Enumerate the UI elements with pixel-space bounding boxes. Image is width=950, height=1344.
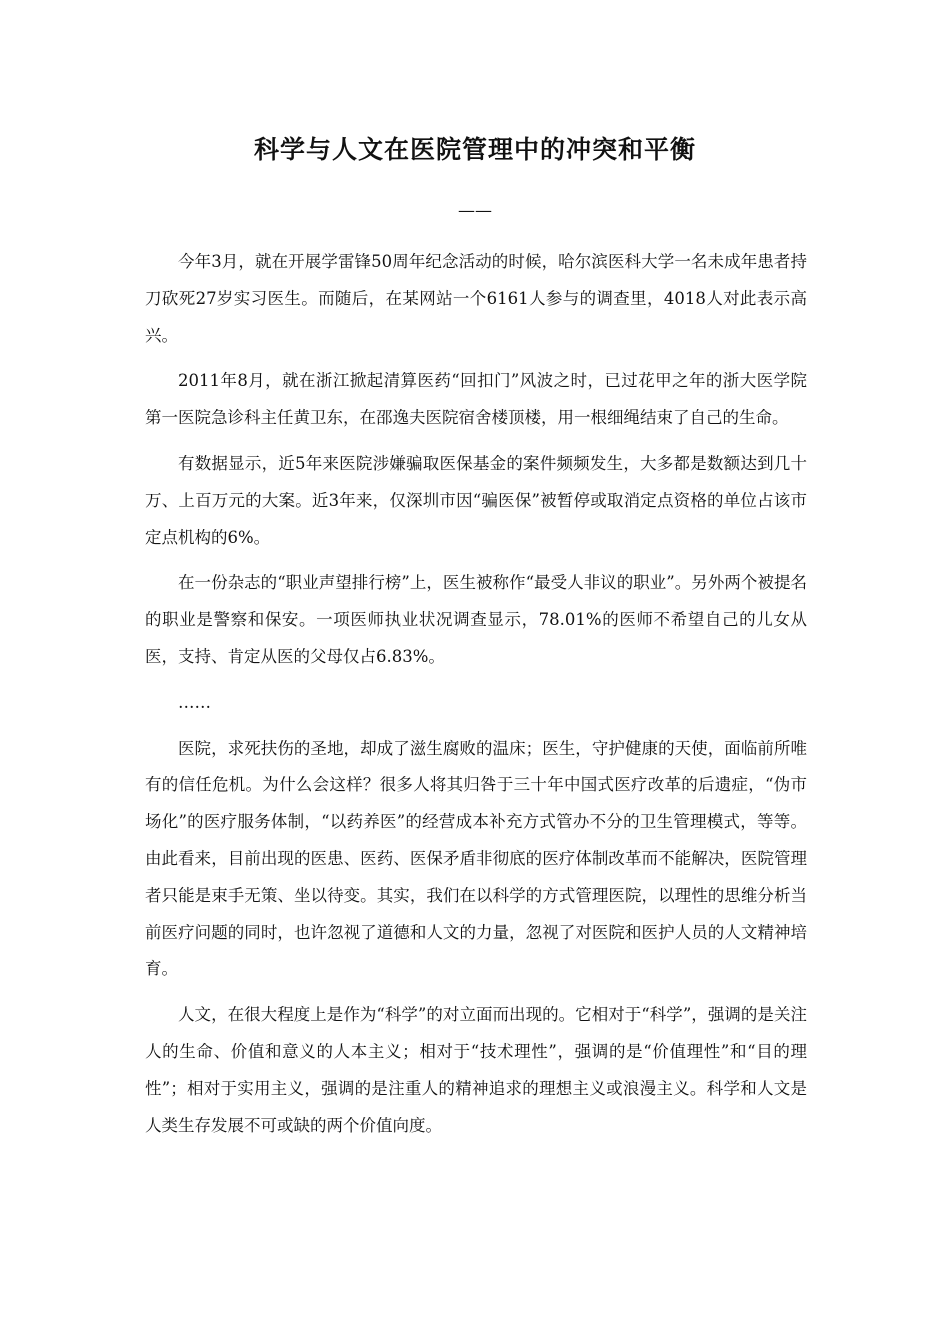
paragraph: 在一份杂志的“职业声望排行榜”上，医生被称作“最受人非议的职业”。另外两个被提名的职业是警察和保安。一项医师执业状况调查显示，78.01%的医师不希望自己的儿女从医，支持、肯定从医的父母仅占6.83%。 <box>145 573 807 666</box>
paragraph: 有数据显示，近5年来医院涉嫌骗取医保基金的案件频频发生，大多都是数额达到几十万、上百万元的大案。近3年来，仅深圳市因“骗医保”被暂停或取消定点资格的单位占该市定点机构的6%。 <box>145 453 807 547</box>
paragraph: 人文，在很大程度上是作为“科学”的对立面而出现的。它相对于“科学”，强调的是关注人的生命、价值和意义的人本主义；相对于“技术理性”，强调的是“价值理性”和“目的理性”；相对于实用主义，强调的是注重人的精神追求的理想主义或浪漫主义。科学和人文是人类生存发展不可或缺的两个价值向度。 <box>145 1005 807 1135</box>
document-subtitle: —— <box>458 201 492 221</box>
ellipsis-paragraph: …… <box>178 692 211 712</box>
document-title: 科学与人文在医院管理中的冲突和平衡 <box>253 135 696 164</box>
paragraph: 今年3月，就在开展学雷锋50周年纪念活动的时候，哈尔滨医科大学一名未成年患者持刀砍死27岁实习医生。而随后，在某网站一个6161人参与的调查里，4018人对此表示高兴。 <box>145 252 807 345</box>
paragraph: 2011年8月，就在浙江掀起清算医药“回扣门”风波之时，已过花甲之年的浙大医学院第一医院急诊科主任黄卫东，在邵逸夫医院宿舍楼顶楼，用一根细绳结束了自己的生命。 <box>145 371 807 428</box>
document-body <box>145 244 807 1153</box>
paragraph: 医院，求死扶伤的圣地，却成了滋生腐败的温床；医生，守护健康的天使，面临前所唯有的信任危机。为什么会这样？很多人将其归咎于三十年中国式医疗改革的后遗症，“伪市场化”的医疗服务体制，“以药养医”的经营成本补充方式管办不分的卫生管理模式，等等。由此看来，目前出现的医患、医药、医保矛盾非彻底的医疗体制改革而不能解决，医院管理者只能是束手无策、坐以待变。其实，我们在以科学的方式管理医院，以理性的思维分析当前医疗问题的同时，也许忽视了道德和人文的力量，忽视了对医院和医护人员的人文精神培育。 <box>145 738 807 979</box>
